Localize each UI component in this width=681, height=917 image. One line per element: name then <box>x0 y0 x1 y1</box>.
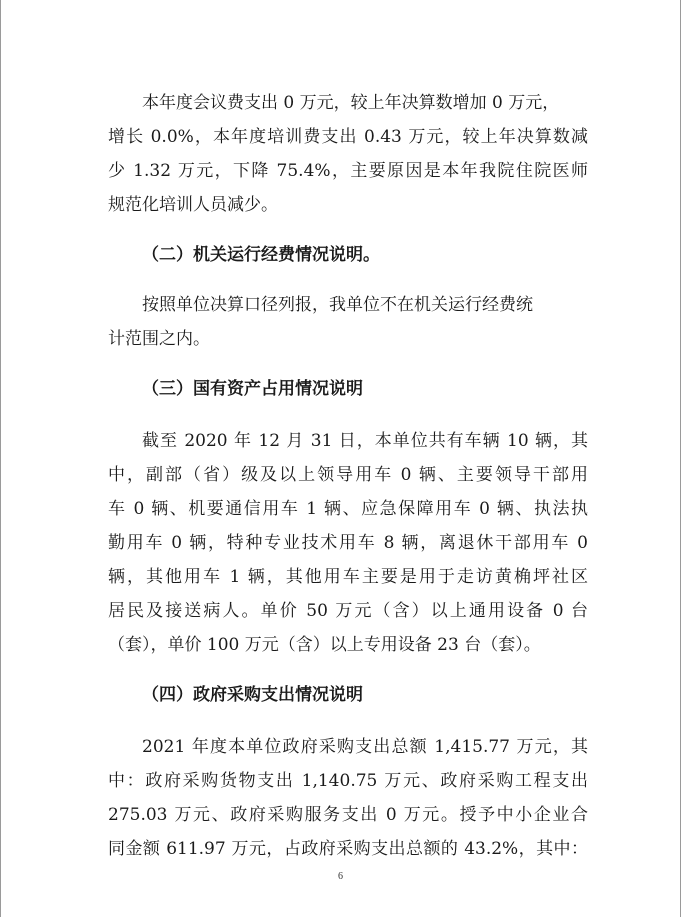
paragraph-line: 275.03 万元、政府采购服务支出 0 万元。授予中小企业合 <box>108 805 588 825</box>
paragraph-line: 按照单位决算口径列报，我单位不在机关运行经费统 <box>142 295 533 315</box>
paragraph-line: 勤用车 0 辆，特种专业技术用车 8 辆，离退休干部用车 0 <box>108 533 588 553</box>
section-heading: （三）国有资产占用情况说明 <box>142 379 363 399</box>
paragraph-line: 中，副部（省）级及以上领导用车 0 辆、主要领导干部用 <box>108 465 588 485</box>
paragraph-line: 少 1.32 万元，下降 75.4%，主要原因是本年我院住院医师 <box>108 161 588 181</box>
paragraph-line: 同金额 611.97 万元，占政府采购支出总额的 43.2%，其中： <box>108 839 588 859</box>
paragraph-line: 本年度会议费支出 0 万元，较上年决算数增加 0 万元， <box>142 93 560 113</box>
section-heading: （二）机关运行经费情况说明。 <box>142 245 380 265</box>
paragraph-line: 增长 0.0%，本年度培训费支出 0.43 万元，较上年决算数减 <box>108 127 588 147</box>
paragraph-line: 2021 年度本单位政府采购支出总额 1,415.77 万元，其 <box>142 737 588 757</box>
page-number: 6 <box>338 871 343 882</box>
paragraph-line: 居民及接送病人。单价 50 万元（含）以上通用设备 0 台 <box>108 601 588 621</box>
paragraph-line: 截至 2020 年 12 月 31 日，本单位共有车辆 10 辆，其 <box>142 431 588 451</box>
paragraph-line: 车 0 辆、机要通信用车 1 辆、应急保障用车 0 辆、执法执 <box>108 499 588 519</box>
section-heading: （四）政府采购支出情况说明 <box>142 685 363 705</box>
paragraph-line: 计范围之内。 <box>108 329 210 349</box>
page-left-border <box>0 0 1 917</box>
paragraph-line: 规范化培训人员减少。 <box>108 195 278 215</box>
paragraph-line: 辆，其他用车 1 辆，其他用车主要是用于走访黄桷坪社区 <box>108 567 588 587</box>
paragraph-line: 中：政府采购货物支出 1,140.75 万元、政府采购工程支出 <box>108 771 588 791</box>
paragraph-line: （套），单价 100 万元（含）以上专用设备 23 台（套）。 <box>108 635 541 655</box>
